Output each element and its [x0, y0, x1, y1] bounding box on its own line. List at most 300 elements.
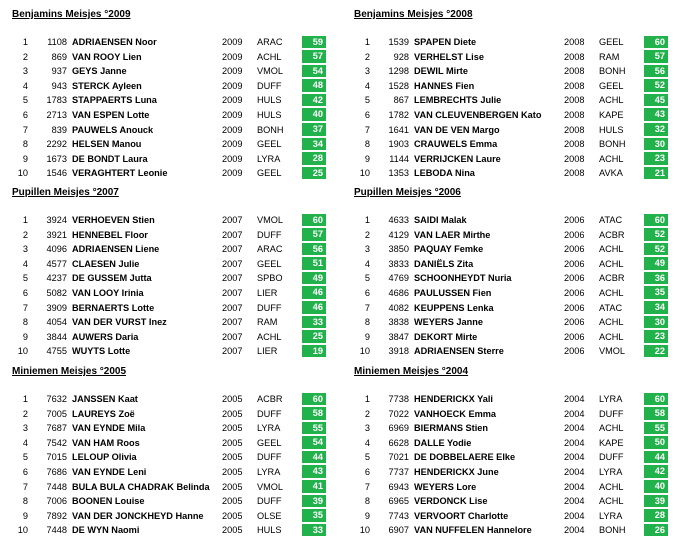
bib-cell: 3844	[46, 331, 67, 342]
athlete-name: HELSEN Manou	[72, 139, 142, 150]
birth-year: 2005	[222, 496, 243, 507]
bib-cell: 1108	[47, 37, 67, 47]
athlete-name: ADRIAENSEN Sterre	[414, 346, 504, 357]
points-badge: 33	[302, 524, 326, 538]
club-code: DUFF	[257, 408, 282, 419]
club-code: KAPE	[599, 109, 624, 120]
results-section	[12, 9, 342, 184]
section-title: Benjamins Meisjes °2009	[12, 9, 131, 20]
rank-cell: 9	[22, 331, 28, 342]
club-code: LYRA	[257, 423, 281, 434]
rank-cell: 5	[364, 452, 370, 463]
club-code: OLSE	[257, 510, 282, 521]
bib-cell: 7743	[388, 510, 409, 521]
birth-year: 2006	[564, 317, 585, 328]
athlete-name: HANNES Fien	[414, 80, 475, 91]
club-code: GEEL	[257, 168, 282, 179]
rank-cell: 2	[22, 229, 28, 240]
rank-cell: 1	[22, 394, 28, 404]
bib-cell: 3924	[46, 215, 67, 225]
rank-cell: 6	[22, 287, 28, 298]
rank-cell: 9	[22, 510, 28, 521]
athlete-name: STAPPAERTS Luna	[72, 95, 157, 106]
club-code: AVKA	[599, 168, 623, 179]
birth-year: 2006	[564, 331, 585, 342]
athlete-name: CRAUWELS Emma	[414, 139, 498, 150]
athlete-name: WEYERS Janne	[414, 317, 483, 328]
birth-year: 2007	[222, 273, 243, 284]
athlete-name: VAN DER JONCKHEYD Hanne	[72, 510, 204, 521]
bib-cell: 4686	[388, 287, 409, 298]
athlete-name: CLAESEN Julie	[72, 258, 140, 269]
points-badge: 39	[302, 495, 326, 509]
club-code: GEEL	[599, 37, 624, 47]
table-row	[354, 79, 679, 94]
table-row	[12, 421, 342, 436]
table-row	[12, 152, 342, 167]
club-code: HULS	[257, 95, 282, 106]
bib-cell: 5082	[46, 287, 67, 298]
rank-cell: 1	[364, 37, 370, 47]
club-code: DUFF	[257, 452, 282, 463]
table-row	[12, 137, 342, 152]
rank-cell: 1	[364, 394, 370, 404]
club-code: ACHL	[257, 51, 282, 62]
bib-cell: 4082	[388, 302, 409, 313]
athlete-name: STERCK Ayleen	[72, 80, 142, 91]
table-row	[354, 509, 679, 524]
points-badge: 52	[644, 243, 668, 257]
bib-cell: 3838	[388, 317, 409, 328]
club-code: ACBR	[257, 394, 283, 404]
athlete-name: DE WYN Naomi	[72, 525, 140, 536]
club-code: ACHL	[599, 423, 624, 434]
results-table	[12, 213, 342, 359]
section-title: Miniemen Meisjes °2004	[354, 366, 469, 377]
birth-year: 2007	[222, 331, 243, 342]
club-code: LYRA	[599, 394, 623, 404]
table-row	[12, 315, 342, 330]
table-row	[354, 257, 679, 272]
points-badge: 40	[644, 480, 668, 494]
bib-cell: 4755	[46, 346, 67, 357]
results-table	[354, 35, 679, 181]
club-code: ACHL	[599, 244, 624, 255]
bib-cell: 7022	[388, 408, 409, 419]
rank-cell: 4	[22, 258, 28, 269]
rank-cell: 8	[22, 496, 28, 507]
points-badge: 49	[644, 257, 668, 271]
points-badge: 37	[302, 123, 326, 137]
bib-cell: 7542	[46, 437, 67, 448]
club-code: ACHL	[599, 496, 624, 507]
bib-cell: 3921	[46, 229, 67, 240]
club-code: HULS	[257, 525, 282, 536]
table-row	[354, 480, 679, 495]
table-row	[354, 50, 679, 65]
results-section	[12, 366, 342, 541]
bib-cell: 7738	[388, 394, 409, 404]
birth-year: 2006	[564, 244, 585, 255]
athlete-name: VAN EYNDE Leni	[72, 466, 147, 477]
athlete-name: VERVOORT Charlotte	[414, 510, 509, 521]
birth-year: 2008	[564, 51, 585, 62]
athlete-name: DANIËLS Zita	[414, 258, 474, 269]
athlete-name: LAUREYS Zoë	[72, 408, 135, 419]
athlete-name: AUWERS Daria	[72, 331, 139, 342]
bib-cell: 867	[393, 95, 409, 106]
rank-cell: 1	[22, 37, 28, 47]
points-badge: 35	[302, 509, 326, 523]
points-badge: 44	[644, 451, 668, 465]
points-badge: 21	[644, 167, 668, 181]
club-code: BONH	[257, 124, 284, 135]
birth-year: 2005	[222, 525, 243, 536]
points-badge: 56	[644, 65, 668, 79]
points-badge: 60	[644, 214, 668, 228]
club-code: BONH	[599, 525, 626, 536]
table-row	[12, 407, 342, 422]
rank-cell: 3	[364, 423, 370, 434]
club-code: LYRA	[257, 466, 281, 477]
birth-year: 2008	[564, 168, 585, 179]
points-badge: 57	[644, 50, 668, 64]
club-code: DUFF	[257, 496, 282, 507]
club-code: ACBR	[599, 229, 625, 240]
bib-cell: 3850	[388, 244, 409, 255]
results-table	[12, 392, 342, 538]
bib-cell: 1641	[388, 124, 409, 135]
points-badge: 60	[302, 214, 326, 228]
birth-year: 2004	[564, 437, 585, 448]
athlete-name: KEUPPENS Lenka	[414, 302, 494, 313]
rank-cell: 7	[364, 124, 370, 135]
rank-cell: 2	[364, 51, 370, 62]
table-row	[354, 436, 679, 451]
athlete-name: VERRIJCKEN Laure	[414, 153, 501, 164]
rank-cell: 8	[22, 317, 28, 328]
bib-cell: 1298	[388, 66, 409, 77]
bib-cell: 7632	[46, 394, 67, 404]
athlete-name: HENNEBEL Floor	[72, 229, 148, 240]
table-row	[12, 50, 342, 65]
athlete-name: VAN DE VEN Margo	[414, 124, 500, 135]
birth-year: 2005	[222, 437, 243, 448]
points-badge: 54	[302, 65, 326, 79]
birth-year: 2009	[222, 95, 243, 106]
birth-year: 2008	[564, 109, 585, 120]
athlete-name: PAULUSSEN Fien	[414, 287, 492, 298]
rank-cell: 4	[364, 437, 370, 448]
bib-cell: 7686	[46, 466, 67, 477]
points-badge: 57	[302, 228, 326, 242]
rank-cell: 2	[364, 408, 370, 419]
club-code: GEEL	[257, 437, 282, 448]
birth-year: 2009	[222, 139, 243, 150]
bib-cell: 1546	[46, 168, 67, 179]
athlete-name: VERHOEVEN Stien	[72, 215, 155, 225]
athlete-name: SPAPEN Diete	[414, 37, 477, 47]
birth-year: 2007	[222, 229, 243, 240]
table-row	[12, 480, 342, 495]
points-badge: 54	[302, 436, 326, 450]
rank-cell: 8	[364, 496, 370, 507]
club-code: ATAC	[599, 302, 623, 313]
birth-year: 2009	[222, 124, 243, 135]
table-row	[354, 137, 679, 152]
club-code: DUFF	[599, 408, 624, 419]
birth-year: 2005	[222, 423, 243, 434]
table-row	[354, 344, 679, 359]
birth-year: 2004	[564, 466, 585, 477]
athlete-name: BOONEN Louise	[72, 496, 145, 507]
rank-cell: 8	[364, 139, 370, 150]
club-code: DUFF	[257, 80, 282, 91]
rank-cell: 6	[22, 109, 28, 120]
bib-cell: 1903	[388, 139, 409, 150]
table-row	[12, 450, 342, 465]
rank-cell: 4	[364, 258, 370, 269]
results-table	[12, 35, 342, 181]
birth-year: 2009	[222, 168, 243, 179]
birth-year: 2005	[222, 452, 243, 463]
bib-cell: 2713	[46, 109, 67, 120]
athlete-name: PAUWELS Anouck	[72, 124, 154, 135]
points-badge: 43	[302, 465, 326, 479]
athlete-name: VERHELST Lise	[414, 51, 484, 62]
bib-cell: 1144	[389, 153, 409, 164]
bib-cell: 1673	[46, 153, 67, 164]
club-code: RAM	[257, 317, 278, 328]
athlete-name: JANSSEN Kaat	[72, 394, 138, 404]
birth-year: 2005	[222, 408, 243, 419]
points-badge: 34	[302, 138, 326, 152]
club-code: LYRA	[599, 466, 623, 477]
rank-cell: 7	[22, 302, 28, 313]
table-row	[354, 494, 679, 509]
table-row	[12, 509, 342, 524]
rank-cell: 9	[364, 331, 370, 342]
athlete-name: VAN HAM Roos	[72, 437, 140, 448]
birth-year: 2006	[564, 229, 585, 240]
results-section	[12, 187, 342, 362]
table-row	[12, 392, 342, 407]
athlete-name: SAIDI Malak	[414, 215, 467, 225]
points-badge: 46	[302, 286, 326, 300]
athlete-name: WEYERS Lore	[414, 481, 477, 492]
bib-cell: 3833	[388, 258, 409, 269]
athlete-name: DALLE Yodie	[414, 437, 472, 448]
birth-year: 2004	[564, 481, 585, 492]
points-badge: 35	[644, 286, 668, 300]
bib-cell: 6628	[388, 437, 409, 448]
rank-cell: 9	[364, 153, 370, 164]
table-row	[354, 421, 679, 436]
bib-cell: 869	[51, 51, 67, 62]
birth-year: 2004	[564, 496, 585, 507]
athlete-name: VERAGHTERT Leonie	[72, 168, 168, 179]
birth-year: 2004	[564, 525, 585, 536]
birth-year: 2005	[222, 510, 243, 521]
bib-cell: 1353	[388, 168, 409, 179]
table-row	[354, 450, 679, 465]
table-row	[354, 392, 679, 407]
table-row	[12, 257, 342, 272]
birth-year: 2007	[222, 302, 243, 313]
table-row	[12, 286, 342, 301]
bib-cell: 7006	[46, 496, 67, 507]
athlete-name: VAN ROOY Lien	[72, 51, 142, 62]
points-badge: 25	[302, 330, 326, 344]
table-row	[354, 271, 679, 286]
birth-year: 2006	[564, 302, 585, 313]
table-row	[354, 407, 679, 422]
rank-cell: 10	[359, 525, 370, 536]
rank-cell: 1	[22, 215, 28, 225]
rank-cell: 3	[364, 66, 370, 77]
table-row	[354, 35, 679, 50]
table-row	[354, 465, 679, 480]
athlete-name: SCHOONHEYDT Nuria	[414, 273, 512, 284]
birth-year: 2005	[222, 466, 243, 477]
results-table	[354, 213, 679, 359]
rank-cell: 8	[22, 139, 28, 150]
points-badge: 58	[302, 407, 326, 421]
club-code: ACHL	[599, 287, 624, 298]
points-badge: 28	[302, 152, 326, 166]
rank-cell: 9	[22, 153, 28, 164]
points-badge: 48	[302, 79, 326, 93]
athlete-name: GEYS Janne	[72, 66, 127, 77]
section-title: Pupillen Meisjes °2006	[354, 187, 461, 198]
club-code: LYRA	[599, 510, 623, 521]
bib-cell: 1783	[46, 95, 67, 106]
birth-year: 2006	[564, 287, 585, 298]
birth-year: 2006	[564, 215, 585, 225]
results-section	[354, 366, 679, 541]
bib-cell: 3918	[388, 346, 409, 357]
bib-cell: 7015	[46, 452, 67, 463]
table-row	[12, 494, 342, 509]
birth-year: 2005	[222, 394, 243, 404]
athlete-name: BIERMANS Stien	[414, 423, 489, 434]
club-code: GEEL	[257, 139, 282, 150]
club-code: ATAC	[599, 215, 623, 225]
points-badge: 43	[644, 108, 668, 122]
birth-year: 2008	[564, 95, 585, 106]
points-badge: 60	[302, 393, 326, 407]
athlete-name: DEWIL Mirte	[414, 66, 468, 77]
birth-year: 2009	[222, 153, 243, 164]
athlete-name: HENDERICKX Yali	[414, 394, 493, 404]
birth-year: 2005	[222, 481, 243, 492]
club-code: ACHL	[257, 331, 282, 342]
rank-cell: 6	[364, 466, 370, 477]
table-row	[12, 271, 342, 286]
table-row	[12, 213, 342, 228]
club-code: LYRA	[257, 153, 281, 164]
club-code: ACHL	[599, 331, 624, 342]
club-code: LIER	[257, 287, 278, 298]
birth-year: 2004	[564, 452, 585, 463]
table-row	[12, 344, 342, 359]
club-code: ACBR	[599, 273, 625, 284]
points-badge: 33	[302, 316, 326, 330]
birth-year: 2007	[222, 346, 243, 357]
birth-year: 2006	[564, 273, 585, 284]
bib-cell: 6943	[388, 481, 409, 492]
points-badge: 26	[644, 524, 668, 538]
club-code: KAPE	[599, 437, 624, 448]
points-badge: 25	[302, 167, 326, 181]
points-badge: 58	[644, 407, 668, 421]
points-badge: 39	[644, 495, 668, 509]
section-title: Benjamins Meisjes °2008	[354, 9, 473, 20]
birth-year: 2008	[564, 153, 585, 164]
club-code: VMOL	[599, 346, 626, 357]
birth-year: 2007	[222, 244, 243, 255]
club-code: ACHL	[599, 481, 624, 492]
birth-year: 2008	[564, 66, 585, 77]
points-badge: 56	[302, 243, 326, 257]
table-row	[354, 108, 679, 123]
points-badge: 52	[644, 228, 668, 242]
rank-cell: 7	[22, 481, 28, 492]
points-badge: 57	[302, 50, 326, 64]
bib-cell: 4054	[46, 317, 67, 328]
bib-cell: 4769	[388, 273, 409, 284]
birth-year: 2009	[222, 80, 243, 91]
athlete-name: HENDERICKX June	[414, 466, 499, 477]
club-code: HULS	[599, 124, 624, 135]
table-row	[354, 166, 679, 181]
bib-cell: 4129	[388, 229, 409, 240]
table-row	[12, 108, 342, 123]
points-badge: 40	[302, 108, 326, 122]
birth-year: 2008	[564, 139, 585, 150]
bib-cell: 3847	[388, 331, 409, 342]
bib-cell: 3909	[46, 302, 67, 313]
birth-year: 2007	[222, 287, 243, 298]
club-code: GEEL	[257, 258, 282, 269]
birth-year: 2004	[564, 510, 585, 521]
athlete-name: VAN NUFFELEN Hannelore	[414, 525, 532, 536]
rank-cell: 5	[364, 95, 370, 106]
table-row	[12, 93, 342, 108]
rank-cell: 7	[364, 481, 370, 492]
athlete-name: VAN LAER Mirthe	[414, 229, 491, 240]
points-badge: 60	[644, 36, 668, 50]
rank-cell: 10	[17, 346, 28, 357]
results-section	[354, 9, 679, 184]
rank-cell: 3	[22, 66, 28, 77]
table-row	[354, 123, 679, 138]
athlete-name: LEMBRECHTS Julie	[414, 95, 502, 106]
table-row	[354, 152, 679, 167]
bib-cell: 937	[51, 66, 67, 77]
rank-cell: 10	[17, 525, 28, 536]
table-row	[12, 436, 342, 451]
club-code: HULS	[257, 109, 282, 120]
rank-cell: 1	[364, 215, 370, 225]
club-code: ACHL	[599, 95, 624, 106]
rank-cell: 6	[22, 466, 28, 477]
club-code: ARAC	[257, 37, 283, 47]
points-badge: 32	[644, 123, 668, 137]
table-row	[12, 330, 342, 345]
table-row	[12, 35, 342, 50]
table-row	[354, 286, 679, 301]
